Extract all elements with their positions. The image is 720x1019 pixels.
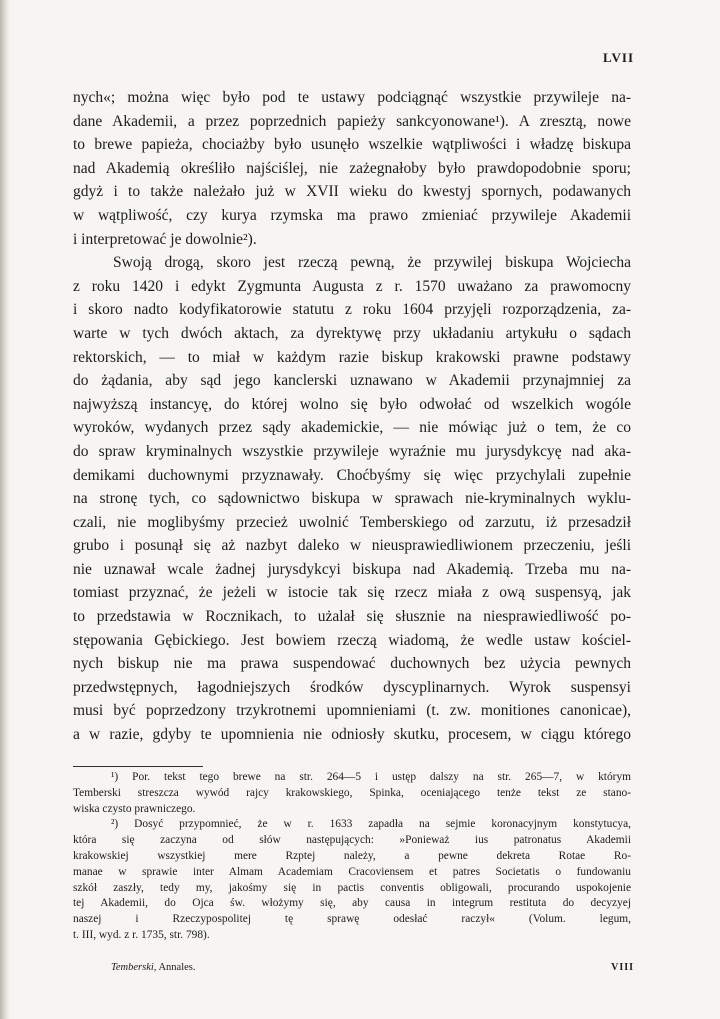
text-line: wyroków, wydanych przez sądy akademickie, — nie mówiąc już o tem, że co	[73, 419, 631, 437]
text-line: a w razie, gdyby te upomnienia nie odniosły skutku, procesem, w ciągu którego	[73, 726, 631, 744]
text-line: w wątpliwość, czy kurya rzymska ma prawo zmieniać przywileje Akademii	[73, 206, 631, 224]
text-line: musi być poprzedzony trzykrotnemi upomnieniami (t. zw. monitiones canonicae),	[73, 702, 631, 720]
text-line: tomiast przyznać, że jeżeli w istocie tak się rzecz miała z ową suspensyą, jak	[73, 584, 631, 602]
text-line: warte w tych dwóch aktach, za dyrektywę przy układaniu artykułu o sądach	[73, 324, 631, 342]
text-line: Swoją drogą, skoro jest rzeczą pewną, że przywilej biskupa Wojciecha	[113, 254, 631, 272]
text-line: nych biskup nie ma prawa suspendować duchownych bez użycia pewnych	[73, 655, 631, 673]
text-line: i skoro nadto kodyfikatorowie statutu z roku 1604 przyjęli rozporządzenia, za-	[73, 301, 631, 319]
text-line: stępowania Gębickiego. Jest bowiem rzeczą wiadomą, że wedle ustaw kościel-	[73, 631, 631, 649]
footnote-line: która się zaczyna od słów następujących: »Ponieważ ius patronatus Akademii	[73, 834, 631, 847]
footnote-line: Temberski streszcza wywód rajcy krakowskiego, Spinka, oceniającego tenże tekst ze stano-	[73, 786, 631, 799]
text-line: rektorskich, — to miał w każdym razie biskup krakowski prawne podstawy	[73, 348, 631, 366]
footnote-line: naszej i Rzeczypospolitej tę sprawę odesłać raczył« (Volum. legum,	[73, 913, 631, 926]
footnote-line: t. III, wyd. z r. 1735, str. 798).	[73, 928, 210, 941]
text-line: dane Akademii, a przez poprzednich papieży sankcyonowane¹). A zresztą, nowe	[73, 112, 631, 130]
text-line: demikami duchownymi przyznawały. Choćbyśmy się więc przychylali zupełnie	[73, 466, 631, 484]
main-text	[73, 86, 631, 747]
text-line: grubo i posunął się aż nazbyt daleko w nieusprawiedliwionem przeczeniu, jeśli	[73, 537, 631, 555]
footnote-line: manae w sprawie inter Almam Academiam Cracoviensem et patres Societatis o fundowaniu	[73, 865, 631, 878]
footnote-separator	[73, 766, 203, 767]
text-line: to przedstawia w Rocznikach, to użalał się słusznie na niesprawiedliwość po-	[73, 608, 631, 626]
text-line: gdyż i to także należało już w XVII wieku do kwestyj spornych, podawanych	[73, 183, 631, 201]
text-line: z roku 1420 i edykt Zygmunta Augusta z r. 1570 uważano za prawomocny	[73, 277, 631, 295]
page-edge	[0, 0, 10, 1019]
sheet-signature: VIII	[611, 962, 634, 973]
footnote-line: szkół zaszły, tedy my, jakośmy się in pactis conventis obligowali, procurando uspokojenie	[73, 881, 631, 894]
text-line: przedwstępnych, łagodniejszych środków dyscyplinarnych. Wyrok suspensyi	[73, 678, 631, 696]
footnotes	[73, 770, 631, 944]
footnote-line: krakowskiej wszystkiej mere Rzptej należy, a pewne dekreta Rotae Ro-	[73, 849, 631, 862]
text-line: czali, nie moglibyśmy przecież uwolnić Temberskiego od zarzutu, iż przesadził	[73, 513, 631, 531]
text-line: i interpretować je dowolnie²).	[73, 230, 257, 248]
text-line: nie uznawał wcale żadnej jurysdykcyi biskupa nad Akademią. Trzeba mu na-	[73, 560, 631, 578]
footnote-line: tej Akademii, do Ojca św. włożymy się, aby causa in integrum restituta do decyzyej	[73, 897, 631, 910]
footnote-line: ²) Dosyć przypomnieć, że w r. 1633 zapadła na sejmie koronacyjnym konstytucya,	[111, 818, 631, 831]
footnote-line: wiska czysto prawniczego.	[73, 802, 196, 815]
page-number: LVII	[603, 50, 634, 65]
text-line: nad Akademią określiło najściślej, nie zażegnałoby było prawdopodobnie sporu;	[73, 159, 631, 177]
text-line: to brewe papieża, chociażby było usunęło wszelkie wątpliwości i władzę biskupa	[73, 136, 631, 154]
text-line: do żądania, aby sąd jego kanclerski uznawano w Akademii przynajmniej za	[73, 372, 631, 390]
signature-title: Annales.	[156, 962, 196, 973]
text-line: nych«; można więc było pod te ustawy podciągnąć wszystkie przywileje na-	[73, 89, 631, 106]
text-line: najwyższą instancyę, do której wolno się było odwołać od wszelkich wogóle	[73, 395, 631, 413]
signature-line	[111, 962, 634, 973]
text-line: do spraw kryminalnych wszystkie przywileje wyraźnie mu jurysdykcyę nad aka-	[73, 442, 631, 460]
text-line: na stronę tych, co sądownictwo biskupa w sprawach nie-kryminalnych wyklu-	[73, 490, 631, 508]
signature-author: Temberski,	[111, 962, 157, 973]
footnote-line: ¹) Por. tekst tego brewe na str. 264—5 i ustęp dalszy na str. 265—7, w którym	[111, 771, 631, 783]
